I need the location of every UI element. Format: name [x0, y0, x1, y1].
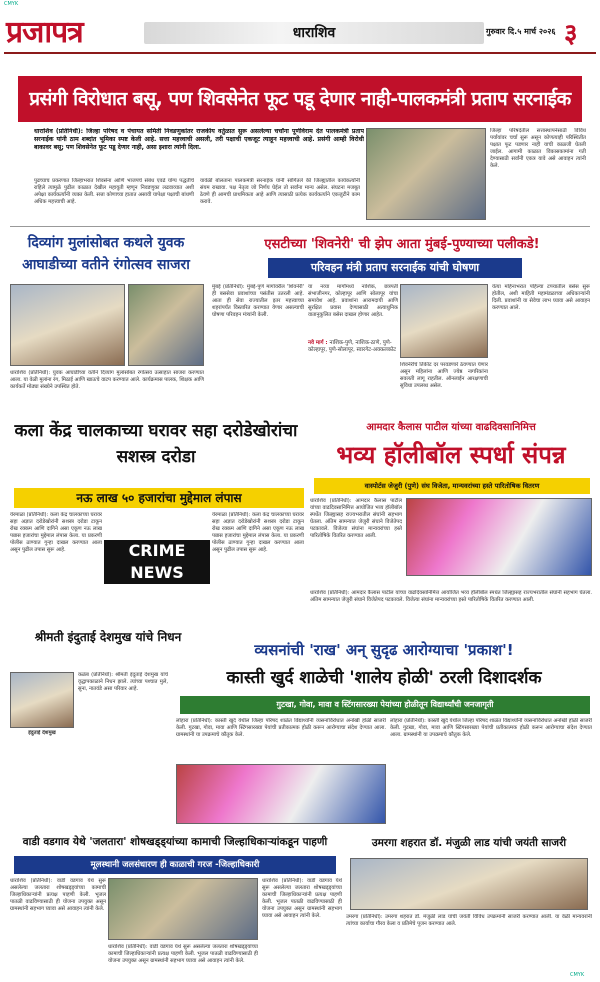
obituary-text: कळंब (प्रतिनिधी): श्रीमती इंदुताई देशमुख यांचे वृद्धापकाळाने निधन झाले. त्यांच्या पश्चात मुले, सुना, नातवंडे असा परिवार आहे. [78, 672, 168, 692]
robbery-text: येरमाळा (प्रतिनिधी): कला केंद्र चालकाच्या घरावर सहा अज्ञात दरोडेखोरांनी सशस्त्र दरोडा टाकून रोख रक्कम आणि दागिने असा एकूण नऊ लाख पन्नास हजारांचा मुद्देमाल लंपास केला. या प्रकरणी पोलीस ठाण्यात गुन्हा दाखल करण्यात आला असून पुढील तपास सुरू आहे. [212, 512, 304, 553]
obituary-heading: श्रीमती इंदुताई देशमुख यांचे निधन [34, 630, 182, 644]
newspaper-logo: प्रजापत्र [6, 15, 83, 50]
divyang-headline: दिव्यांग मुलांसोबत कथले युवक आघाडीच्या वतीने रंगोत्सव साजरा [22, 235, 190, 273]
date: गुरुवार दि.५ मार्च २०२६ [486, 27, 556, 36]
water-text: धाराशिव (प्रतिनिधी): वाडी वडगाव येथे सुरू असलेल्या जलतारा शोषखड्ड्यांच्या कामाची जिल्हाधिकाऱ्यांनी प्रत्यक्ष पाहणी केली. भूजल पातळी वाढविण्यासाठी ही योजना उपयुक्त असून ग्रामस्थांनी सहभाग घ्यावा असे आवाहन त्यांनी केले. [262, 878, 342, 919]
lead-photo [366, 128, 486, 220]
bus-col2: या नव्या मार्गांमध्ये नाशिक, छत्रपती संभाजीनगर, कोल्हापूर आणि सोलापूर यांचा समावेश आहे. प्रवाशांना आरामदायी आणि सुरक्षित प्रवास देण्यासाठी अत्याधुनिक वातानुकूलित बसेस दाखल होणार आहेत. [308, 284, 398, 318]
volleyball-text: धाराशिव (प्रतिनिधी): आमदार कैलास पाटील यांच्या वाढदिवसानिमित्त आयोजित भव्य हॉलीबॉल स्पर्धेत जिल्ह्यासह राज्यभरातील संघांनी सहभाग घेतला. अंतिम सामन्यात जेजुरी संघाने विजेतेपद पटकावले. विजेत्या संघांना मान्यवरांच्या हस्ते पारितोषिके वितरित करण्यात आली. [310, 498, 402, 539]
volleyball-text: धाराशिव (प्रतिनिधी): आमदार कैलास पाटील यांच्या वाढदिवसानिमित्त आयोजित भव्य हॉलीबॉल स्पर्धेत जिल्ह्यासह राज्यभरातील संघांनी सहभाग घेतला. अंतिम सामन्यात जेजुरी संघाने विजेतेपद पटकावले. विजेत्या संघांना मान्यवरांच्या हस्ते पारितोषिके वितरित करण्यात आली. [310, 590, 592, 603]
bus-headline: एसटीच्या 'शिवनेरी' ची झेप आता मुंबई-पुण्याच्या पलीकडे! [264, 237, 540, 252]
volleyball-photo [406, 498, 592, 576]
print-marker: CMYK [570, 972, 585, 978]
school-kicker: व्यसनांची 'राख' अन् सुदृढ आरोग्याचा 'प्रकाश'! [254, 641, 514, 659]
crime-news-graphic: CRIME NEWS [104, 540, 210, 584]
bus-col4: येत्या महिनाभरात पहिल्या टप्प्यातील बसेस सुरू होतील, अशी माहिती महामंडळाच्या अधिकाऱ्यांनी दिली. प्रवाशांनी या सेवेचा लाभ घ्यावा असे आवाहन करण्यात आले. [492, 284, 590, 311]
volleyball-subheadline: वास्पोर्टस जेजुरी (पुणे) संघ विजेता, मान्यवरांच्या हस्ते पारितोषिक वितरण [314, 478, 590, 494]
bus-route-label: नवे मार्ग : [308, 340, 328, 346]
lead-col2: यावेळी बोलताना पालकमंत्री सरनाईक यांनी सांगितले की जिल्ह्यातील कार्यकर्त्यांनी संयम राखावा. पक्ष नेतृत्व जो निर्णय घेईल तो सर्वांना मान्य असेल. संघटना मजबूत ठेवणे ही आमची प्राथमिकता आहे आणि त्यासाठी प्रत्येक कार्यकर्त्याने एकजुटीने काम करावे. [200, 178, 360, 205]
robbery-headline: कला केंद्र चालकाच्या घरावर सहा दरोडेखोरांचा सशस्त्र दरोडा [14, 421, 298, 467]
school-photo [176, 764, 386, 824]
page-number: ३ [564, 19, 578, 49]
bus-col1: मुंबई (प्रतिनिधी): मुंबई-पुणे मार्गावरील 'शिवनेरी' ही बससेवा प्रवाशांच्या पसंतीस उतरली आहे. आता ही सेवा राज्यातील इतर महत्त्वाच्या शहरांपर्यंत विस्तारित करण्यात येणार असल्याची घोषणा परिवहन मंत्र्यांनी केली. [212, 284, 304, 318]
lead-col1: पुढच्याच प्रकरणात जिल्हाभरात शिवसेना आणि भाजपचे संबंध एवढे योग्य पद्धतीचे राहिले त्यामुळे पुढील काळात देखील महायुती म्हणून निवडणुका लढवाव्यात अशी अपेक्षा कार्यकर्त्यांनी व्यक्त केली. सत्ता कोणाच्या हातात असावी यापेक्षा पक्षाची बांधणी अधिक महत्त्वाची आहे. [34, 178, 194, 205]
divyang-photo [128, 284, 204, 366]
water-subheadline: मूलस्थानी जलसंधारण ही काळाची गरज -जिल्हाधिकारी [14, 856, 336, 874]
lead-col3: जिल्हा परिषदेतील सत्तास्थापनेसाठी विविध पर्यायांवर चर्चा सुरू असून कोणत्याही परिस्थितीत पक्षात फूट पडणार नाही याची काळजी घेतली जाईल. आगामी काळात विकासकामांना गती देण्यासाठी सर्वांनी एकत्र यावे असे आवाहन त्यांनी केले. [490, 128, 586, 169]
edition-city: धाराशिव [144, 22, 484, 44]
water-text: धाराशिव (प्रतिनिधी): वाडी वडगाव येथे सुरू असलेल्या जलतारा शोषखड्ड्यांच्या कामाची जिल्हाधिकाऱ्यांनी प्रत्यक्ष पाहणी केली. भूजल पातळी वाढविण्यासाठी ही योजना उपयुक्त असून ग्रामस्थांनी सहभाग घ्यावा असे आवाहन त्यांनी केले. [10, 878, 106, 912]
volleyball-kicker: आमदार कैलास पाटील यांच्या वाढदिवसानिमित्त [366, 422, 536, 433]
bus-subheadline: परिवहन मंत्री प्रताप सरनाईक यांची घोषणा [268, 258, 522, 278]
umarga-headline: उमरगा शहरात डॉ. मंजुळी लाड यांची जयंती साजरी [371, 837, 567, 849]
umarga-text: उमरगा (प्रतिनिधी): उमरगा शहरात डॉ. मंजुळी लाड यांची जयंती विविध उपक्रमांनी साजरी करण्यात आली. या वेळी मान्यवरांनी त्यांच्या कार्याचा गौरव केला व प्रतिमेचे पूजन करण्यात आले. [346, 914, 592, 927]
school-text: लोहारा (प्रतिनिधी): कास्ती खुर्द येथील जिल्हा परिषद शाळेत विद्यार्थ्यांनी व्यसनांविरोधात अनोखी होळी साजरी केली. गुटखा, गोवा, मावा आणि स्टिंगसारख्या पेयांची प्रतीकात्मक होळी करून आरोग्याचा संदेश देण्यात आला. ग्रामस्थांनी या उपक्रमाचे कौतुक केले. [176, 718, 386, 738]
minister-photo [400, 284, 488, 358]
obituary-photo [10, 672, 74, 728]
robbery-text: येरमाळा (प्रतिनिधी): कला केंद्र चालकाच्या घरावर सहा अज्ञात दरोडेखोरांनी सशस्त्र दरोडा टाकून रोख रक्कम आणि दागिने असा एकूण नऊ लाख पन्नास हजारांचा मुद्देमाल लंपास केला. या प्रकरणी पोलीस ठाण्यात गुन्हा दाखल करण्यात आला असून पुढील तपास सुरू आहे. [10, 512, 102, 553]
masthead [4, 10, 596, 54]
divyang-text: धाराशिव (प्रतिनिधी): युवक आघाडीच्या वतीने दिव्यांग मुलांसोबत रंगोत्सव उत्साहात साजरा करण्यात आला. या वेळी मुलांना रंग, मिठाई आणि खाऊचे वाटप करण्यात आले. कार्यक्रमास पालक, शिक्षक आणि कार्यकर्ते मोठ्या संख्येने उपस्थित होते. [10, 370, 204, 390]
obituary-caption: इंदुताई देशमुख [28, 730, 56, 736]
water-headline: वाडी वडगाव येथे 'जलतारा' शोषखड्ड्यांच्या कामाची जिल्हाधिकाऱ्यांकडून पाहणी [22, 836, 328, 848]
water-photo [108, 878, 258, 940]
bus-routes: नाशिक-पुणे, नाशिक-ठाणे, पुणे-कोल्हापूर, पुणे-सोलापूर, स्वारगेट-अक्कलकोट [308, 340, 396, 353]
volleyball-headline: भव्य हॉलीबॉल स्पर्धा संपन्न [336, 441, 566, 469]
lead-lede: धाराशिव (प्रतिनिधी): जिल्हा परिषद व पंचायत समिती निवडणुकांतर राजकीय वर्तुळात सुरू असलेल्या चर्चांना पूर्णविराम देत पालकमंत्री प्रताप सरनाईक यांनी ठाम शब्दांत भूमिका स्पष्ट केली आहे. सत्ता महत्त्वाची असली, तरी पक्षाची एकजूट त्याहून महत्त्वाची आहे. प्रसंगी आम्ही विरोधी बाकावर बसू; पण शिवसेनेत फूट पडू देणार नाही, असा इशारा त्यांनी दिला. [34, 128, 364, 151]
lead-headline: प्रसंगी विरोधात बसू, पण शिवसेनेत फूट पडू देणार नाही-पालकमंत्री प्रताप सरनाईक [18, 76, 582, 122]
bus-routes-box [308, 340, 398, 410]
school-subheadline: गुटखा, गोवा, मावा व स्टिंगसारख्या पेयांच्या होळीतून विद्यार्थ्यांची जनजागृती [180, 696, 590, 714]
divider [10, 226, 590, 227]
robbery-subheadline: नऊ लाख ५० हजारांचा मुद्देमाल लंपास [14, 488, 304, 508]
umarga-photo [350, 858, 588, 910]
school-text: लोहारा (प्रतिनिधी): कास्ती खुर्द येथील जिल्हा परिषद शाळेत विद्यार्थ्यांनी व्यसनांविरोधात अनोखी होळी साजरी केली. गुटखा, गोवा, मावा आणि स्टिंगसारख्या पेयांची प्रतीकात्मक होळी करून आरोग्याचा संदेश देण्यात आला. ग्रामस्थांनी या उपक्रमाचे कौतुक केले. [390, 718, 592, 738]
bus-col3: शिवनेरीचे तिकीट दर परवडणारे ठेवण्यात येणार असून महिलांना आणि ज्येष्ठ नागरिकांना सवलती लागू राहतील. ऑनलाईन आरक्षणाची सुविधा उपलब्ध असेल. [400, 362, 488, 389]
divyang-photo [10, 284, 125, 366]
school-headline: कास्ती खुर्द शाळेची 'शालेय होळी' ठरली दिशादर्शक [226, 668, 542, 688]
print-marker: CMYK [4, 1, 19, 7]
water-text: धाराशिव (प्रतिनिधी): वाडी वडगाव येथे सुरू असलेल्या जलतारा शोषखड्ड्यांच्या कामाची जिल्हाधिकाऱ्यांनी प्रत्यक्ष पाहणी केली. भूजल पातळी वाढविण्यासाठी ही योजना उपयुक्त असून ग्रामस्थांनी सहभाग घ्यावा असे आवाहन त्यांनी केले. [108, 944, 258, 964]
